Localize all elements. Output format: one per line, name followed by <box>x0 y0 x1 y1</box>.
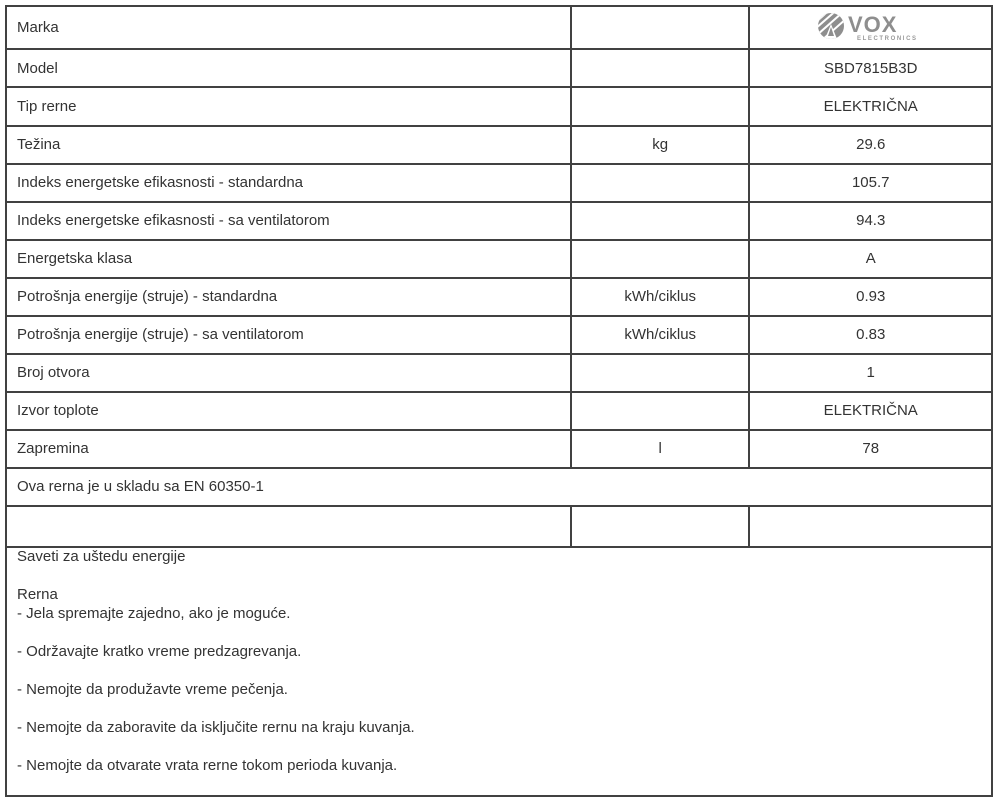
table-row-potrosnja-standardna <box>6 278 992 316</box>
spec-unit-energetska-klasa <box>571 240 749 278</box>
spec-label-indeks-standardna: Indeks energetske efikasnosti - standardna <box>6 164 571 202</box>
spec-value-zapremina: 78 <box>749 430 992 468</box>
table-row-compliance <box>6 468 992 506</box>
table-row-zapremina <box>6 430 992 468</box>
spec-unit-tezina: kg <box>571 126 749 164</box>
table-row-model <box>6 49 992 87</box>
tips-heading: Saveti za uštedu energije <box>17 548 186 566</box>
spec-value-potrosnja-ventilator: 0.83 <box>749 316 992 354</box>
spec-label-marka: Marka <box>6 6 571 49</box>
tip-item: - Održavajte kratko vreme predzagrevanja. <box>17 643 302 661</box>
energy-tips-section <box>6 547 992 796</box>
table-row-broj-otvora <box>6 354 992 392</box>
spec-unit-model <box>571 49 749 87</box>
spec-value-indeks-ventilator: 94.3 <box>749 202 992 240</box>
spec-value-indeks-standardna: 105.7 <box>749 164 992 202</box>
spec-unit-broj-otvora <box>571 354 749 392</box>
spec-label-energetska-klasa: Energetska klasa <box>6 240 571 278</box>
spec-unit-indeks-standardna <box>571 164 749 202</box>
spec-label-potrosnja-ventilator: Potrošnja energije (struje) - sa ventilatorom <box>6 316 571 354</box>
spec-unit-potrosnja-ventilator: kWh/ciklus <box>571 316 749 354</box>
empty-cell-unit <box>571 506 749 547</box>
vox-logo-icon <box>815 9 927 43</box>
table-row-energetska-klasa <box>6 240 992 278</box>
logo-brand-text: VOX <box>847 11 898 37</box>
spec-unit-izvor-toplote <box>571 392 749 430</box>
table-row-indeks-standardna <box>6 164 992 202</box>
tip-item: - Jela spremajte zajedno, ako je moguće. <box>17 605 291 623</box>
spec-label-zapremina: Zapremina <box>6 430 571 468</box>
table-row-tip-rerne <box>6 87 992 125</box>
empty-cell-value <box>749 506 992 547</box>
spec-value-marka <box>749 6 992 49</box>
empty-cell-label <box>6 506 571 547</box>
table-row-marka <box>6 6 992 49</box>
compliance-note: Ova rerna je u skladu sa EN 60350-1 <box>6 468 992 506</box>
tip-item: - Nemojte da otvarate vrata rerne tokom perioda kuvanja. <box>17 757 398 775</box>
tip-item: - Nemojte da produžavte vreme pečenja. <box>17 681 288 699</box>
tips-subheading: Rerna <box>17 586 58 604</box>
table-row-indeks-ventilator <box>6 202 992 240</box>
table-row-empty <box>6 506 992 547</box>
table-row-izvor-toplote <box>6 392 992 430</box>
product-spec-table <box>5 5 993 797</box>
spec-value-model: SBD7815B3D <box>749 49 992 87</box>
spec-unit-potrosnja-standardna: kWh/ciklus <box>571 278 749 316</box>
spec-label-potrosnja-standardna: Potrošnja energije (struje) - standardna <box>6 278 571 316</box>
spec-unit-zapremina: l <box>571 430 749 468</box>
vox-logo <box>815 9 927 43</box>
table-row-tips <box>6 547 992 796</box>
logo-subtext: ELECTRONICS <box>856 35 918 42</box>
tip-item: - Nemojte da zaboravite da isključite rernu na kraju kuvanja. <box>17 719 415 737</box>
spec-label-izvor-toplote: Izvor toplote <box>6 392 571 430</box>
spec-unit-marka <box>571 6 749 49</box>
spec-unit-tip-rerne <box>571 87 749 125</box>
table-row-tezina <box>6 126 992 164</box>
spec-label-model: Model <box>6 49 571 87</box>
spec-value-tezina: 29.6 <box>749 126 992 164</box>
spec-label-tezina: Težina <box>6 126 571 164</box>
table-row-potrosnja-ventilator <box>6 316 992 354</box>
spec-value-energetska-klasa: A <box>749 240 992 278</box>
spec-unit-indeks-ventilator <box>571 202 749 240</box>
spec-value-izvor-toplote: ELEKTRIČNA <box>749 392 992 430</box>
spec-value-potrosnja-standardna: 0.93 <box>749 278 992 316</box>
spec-value-tip-rerne: ELEKTRIČNA <box>749 87 992 125</box>
spec-label-indeks-ventilator: Indeks energetske efikasnosti - sa ventilatorom <box>6 202 571 240</box>
spec-label-broj-otvora: Broj otvora <box>6 354 571 392</box>
spec-label-tip-rerne: Tip rerne <box>6 87 571 125</box>
spec-value-broj-otvora: 1 <box>749 354 992 392</box>
